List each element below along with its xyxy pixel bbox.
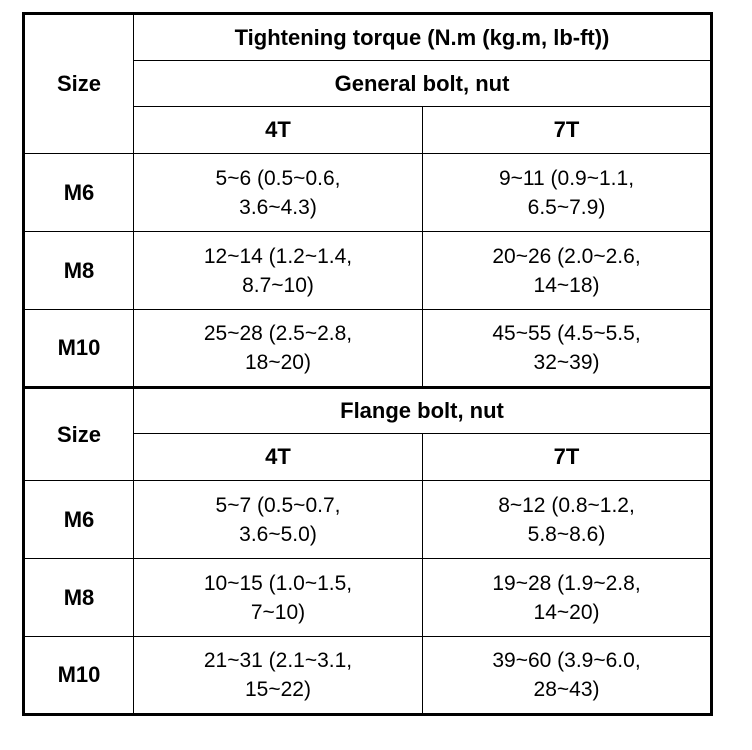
table-row: [24, 481, 712, 559]
torque-value-line: 7~10): [250, 600, 306, 624]
torque-value-line: 5~6 (0.5~0.6,: [215, 166, 341, 190]
torque-4t-cell: [134, 232, 423, 310]
torque-4t-cell: [134, 154, 423, 232]
torque-4t-cell: [134, 637, 423, 715]
torque-value-line: 8~12 (0.8~1.2,: [498, 493, 635, 517]
torque-value-line: 14~18): [533, 273, 600, 297]
torque-4t-cell: [134, 559, 423, 637]
column-header-7t: 7T: [423, 107, 712, 154]
torque-value-line: 5~7 (0.5~0.7,: [215, 493, 341, 517]
table-row: [24, 232, 712, 310]
tightening-torque-header: Tightening torque (N.m (kg.m, lb-ft)): [134, 14, 712, 61]
torque-value-line: 14~20): [533, 600, 600, 624]
size-cell: M8: [24, 559, 134, 637]
torque-value-line: 18~20): [245, 351, 311, 374]
torque-value-line: 6.5~7.9): [527, 195, 606, 219]
table-row: [24, 154, 712, 232]
torque-7t-cell: [423, 559, 712, 637]
torque-value-line: 45~55 (4.5~5.5,: [492, 322, 641, 345]
torque-7t-cell: [423, 154, 712, 232]
column-header-4t: 4T: [134, 107, 423, 154]
table-row: [24, 559, 712, 637]
torque-value-line: 3.6~4.3): [239, 195, 317, 219]
torque-table: [22, 12, 713, 716]
torque-value-line: 32~39): [533, 351, 600, 374]
torque-value-line: 9~11 (0.9~1.1,: [498, 166, 635, 190]
torque-value-line: 19~28 (1.9~2.8,: [492, 571, 641, 595]
torque-value-line: 12~14 (1.2~1.4,: [203, 244, 353, 268]
section-title-flange: Flange bolt, nut: [134, 388, 712, 434]
torque-4t-cell: [134, 481, 423, 559]
torque-value-line: 5.8~8.6): [527, 522, 606, 546]
header-row-main: [24, 14, 712, 61]
torque-7t-cell: [423, 310, 712, 388]
section-title-row: [24, 388, 712, 434]
size-cell: M6: [24, 481, 134, 559]
torque-value-line: 21~31 (2.1~3.1,: [203, 649, 353, 672]
column-header-4t: 4T: [134, 434, 423, 481]
table-row: [24, 310, 712, 388]
torque-7t-cell: [423, 232, 712, 310]
torque-value-line: 25~28 (2.5~2.8,: [203, 322, 353, 345]
torque-7t-cell: [423, 637, 712, 715]
torque-4t-cell: [134, 310, 423, 388]
torque-value-line: 8.7~10): [242, 273, 314, 297]
size-cell: M10: [24, 310, 134, 388]
torque-value-line: 20~26 (2.0~2.6,: [492, 244, 641, 268]
size-cell: M6: [24, 154, 134, 232]
torque-7t-cell: [423, 481, 712, 559]
size-header: Size: [24, 14, 134, 154]
section-title-general: General bolt, nut: [134, 61, 712, 107]
column-header-7t: 7T: [423, 434, 712, 481]
torque-value-line: 3.6~5.0): [239, 522, 317, 546]
torque-value-line: 28~43): [533, 678, 600, 701]
size-cell: M10: [24, 637, 134, 715]
size-cell: M8: [24, 232, 134, 310]
table-row: [24, 637, 712, 715]
torque-value-line: 39~60 (3.9~6.0,: [492, 649, 641, 672]
torque-value-line: 10~15 (1.0~1.5,: [203, 571, 353, 595]
torque-value-line: 15~22): [245, 678, 311, 701]
size-header: Size: [24, 388, 134, 481]
